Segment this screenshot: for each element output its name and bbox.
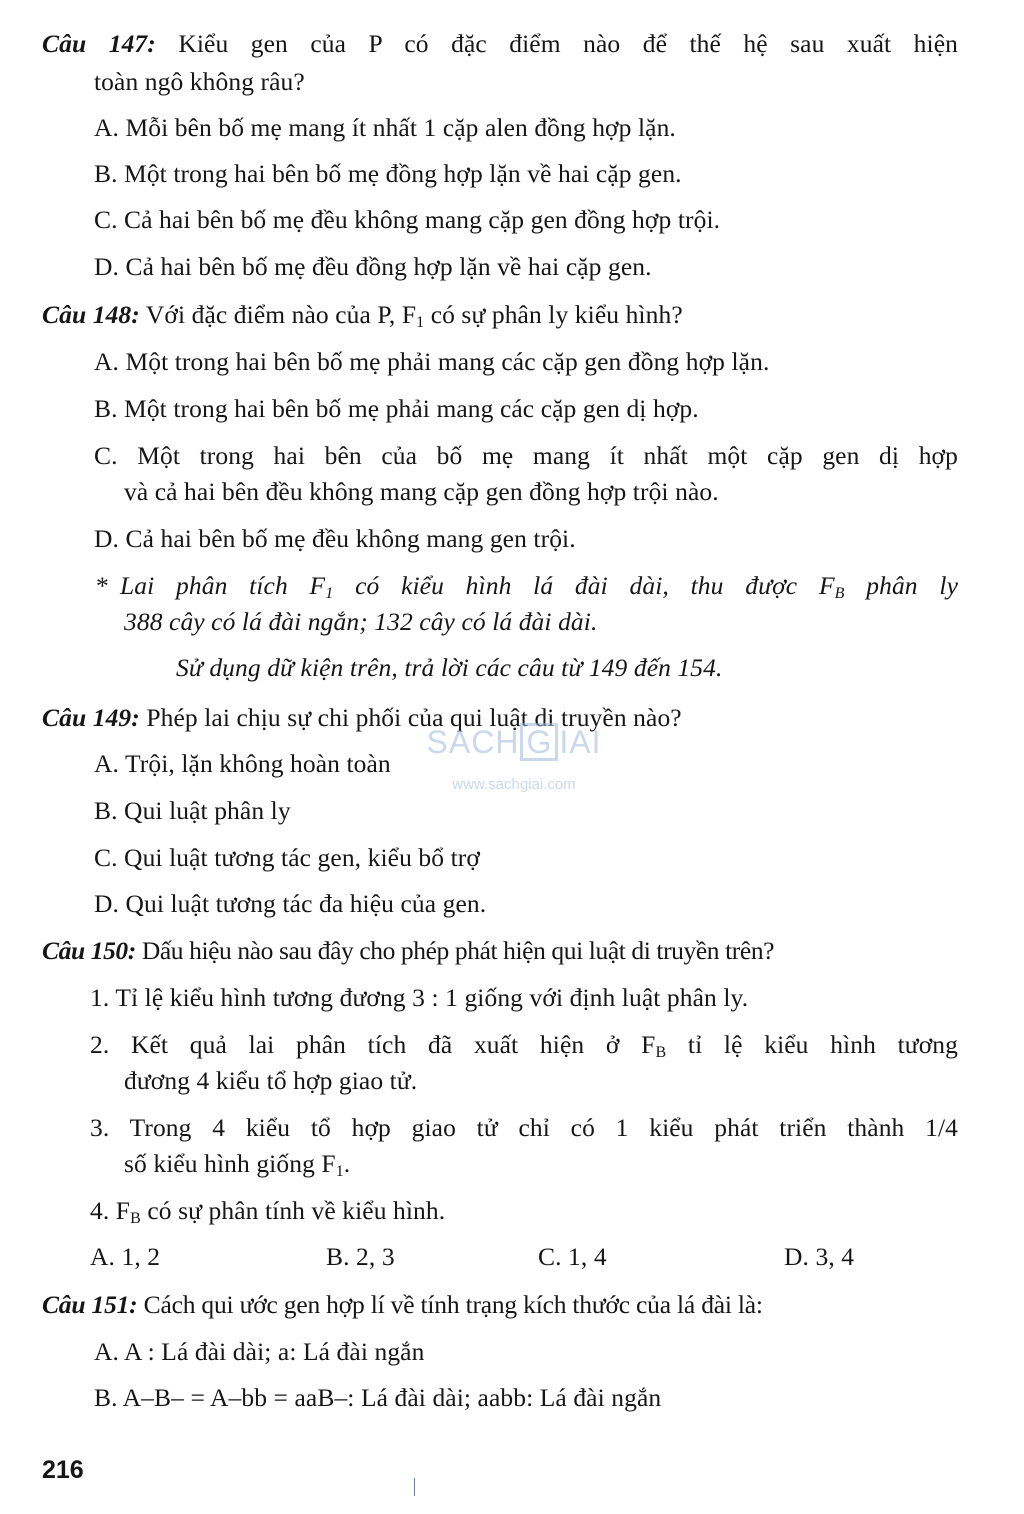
question-150-statement-4: 4. $F_B$ có sự phân tính về kiểu hình. [90,1196,446,1227]
question-150-answer-b: B. 2, 3 [326,1242,395,1271]
question-148-line1: Câu 148: Với đặc điểm nào của P, $F_1$ có sự phân ly kiểu hình? [42,300,683,331]
question-151-option-a: A. A : Lá đài dài; a: Lá đài ngắn [94,1337,425,1366]
scan-mark [414,1478,415,1496]
question-149-option-a: A. Trội, lặn không hoàn toàn [94,749,391,778]
question-149-option-c: C. Qui luật tương tác gen, kiểu bổ trợ [94,843,480,872]
question-150-statement-3-cont: số kiểu hình giống $F_1$. [124,1149,351,1180]
experiment-instruction: Sử dụng dữ kiện trên, trả lời các câu từ 149 đến 154. [176,653,723,682]
question-151-label: Câu 151: [42,1290,138,1319]
experiment-bullet: * [96,571,109,600]
question-150-line1: Câu 150: Dấu hiệu nào sau đây cho phép phát hiện qui luật di truyền trên? [42,936,775,965]
question-147-option-d: D. Cả hai bên bố mẹ đều đồng hợp lặn về hai cặp gen. [94,252,652,281]
question-148-option-d: D. Cả hai bên bố mẹ đều không mang gen trội. [94,524,576,553]
question-148-option-c-cont: và cả hai bên đều không mang cặp gen đồng hợp trội nào. [124,477,719,506]
watermark-logo: SACH G IAI [426,724,602,760]
question-150-answer-d: D. 3, 4 [784,1242,855,1271]
question-148-option-c: C. Một trong hai bên của bố mẹ mang ít nhất một cặp gen dị hợp [94,441,958,470]
question-150-label: Câu 150: [42,936,136,965]
experiment-line2: 388 cây có lá đài ngắn; 132 cây có lá đài dài. [124,607,598,636]
question-147-line1 [42,28,958,60]
question-148-option-b: B. Một trong hai bên bố mẹ phải mang các cặp gen dị hợp. [94,394,699,423]
question-147-option-b: B. Một trong hai bên bố mẹ đồng hợp lặn về hai cặp gen. [94,159,682,188]
question-147-label: Câu 147: [42,29,156,58]
question-149-option-b: B. Qui luật phân ly [94,796,291,825]
question-150-answer-c: C. 1, 4 [538,1242,607,1271]
page-number: 216 [42,1456,84,1484]
watermark-url: www.sachgiai.com [452,776,576,793]
experiment-line1: Lai phân tích $F_1$ có kiểu hình lá đài dài, thu được $F_B$ phân ly [120,571,958,602]
question-149-option-d: D. Qui luật tương tác đa hiệu của gen. [94,889,487,918]
question-150-statement-2-cont: đương 4 kiểu tổ hợp giao tử. [124,1066,418,1095]
question-150-statement-3: 3. Trong 4 kiểu tổ hợp giao tử chỉ có 1 kiểu phát triển thành 1/4 [90,1113,958,1142]
question-147-option-a: A. Mỗi bên bố mẹ mang ít nhất 1 cặp alen đồng hợp lặn. [94,113,676,142]
watermark [414,722,614,812]
question-147-line2: toàn ngô không râu? [94,67,305,96]
question-147-text: Kiểu gen của P có đặc điểm nào để thế hệ sau xuất hiện [178,29,958,58]
question-151-option-b: B. A–B– = A–bb = aaB–: Lá đài dài; aabb: Lá đài ngắn [94,1383,662,1412]
question-149-label: Câu 149: [42,703,140,732]
question-150-statement-2: 2. Kết quả lai phân tích đã xuất hiện ở $F_B$ tỉ lệ kiểu hình tương [90,1030,958,1061]
question-150-statement-1: 1. Tỉ lệ kiểu hình tương đương 3 : 1 giống với định luật phân ly. [90,983,749,1012]
question-147-option-c: C. Cả hai bên bố mẹ đều không mang cặp gen đồng hợp trội. [94,205,721,234]
question-149-line1: Câu 149: Phép lai chịu sự chi phối của qui luật di truyền nào? [42,703,682,732]
question-151-line1: Câu 151: Cách qui ước gen hợp lí về tính trạng kích thước của lá đài là: [42,1290,763,1319]
question-150-answer-a: A. 1, 2 [90,1242,161,1271]
question-148-option-a: A. Một trong hai bên bố mẹ phải mang các cặp gen đồng hợp lặn. [94,347,770,376]
question-148-label: Câu 148: [42,300,140,329]
